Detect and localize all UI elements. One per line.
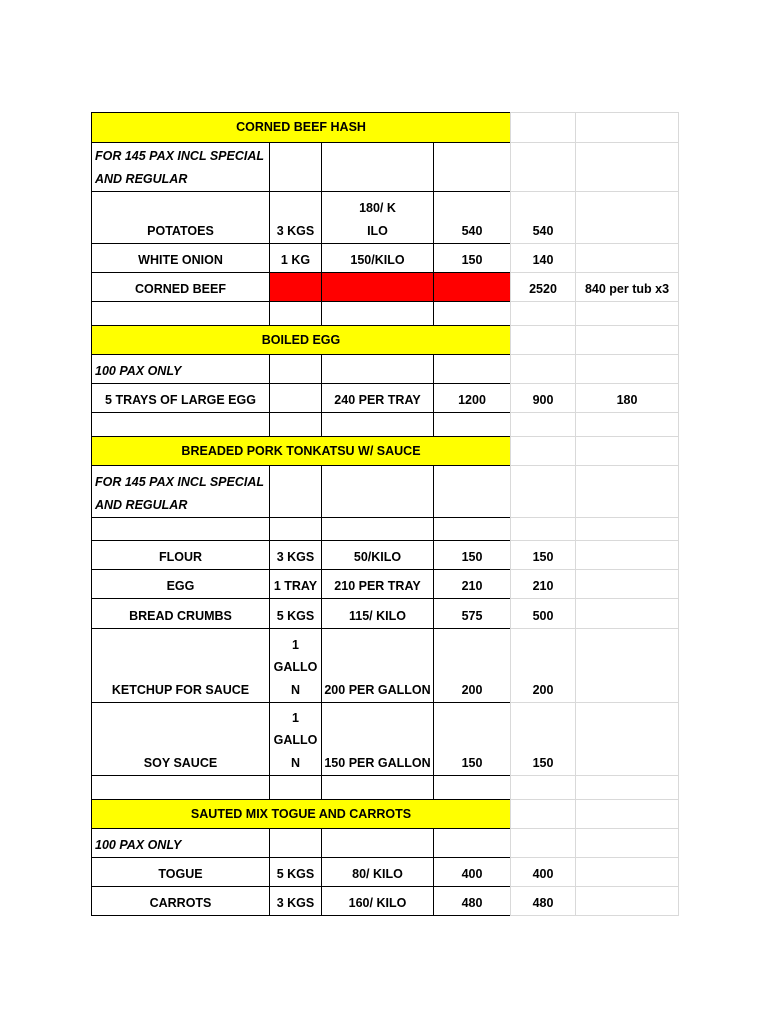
grid-cell[interactable]: [575, 243, 679, 273]
table-cell[interactable]: [269, 412, 322, 437]
grid-cell[interactable]: [510, 142, 576, 192]
table-cell[interactable]: 80/ KILO: [321, 857, 434, 887]
table-cell[interactable]: [269, 828, 322, 858]
table-cell[interactable]: [321, 301, 434, 326]
grid-cell[interactable]: 480: [510, 886, 576, 916]
table-cell[interactable]: [433, 828, 511, 858]
grid-cell[interactable]: [575, 628, 679, 703]
table-cell[interactable]: 480: [433, 886, 511, 916]
grid-cell[interactable]: [510, 517, 576, 541]
grid-cell[interactable]: [510, 775, 576, 800]
section-header-cell[interactable]: SAUTED MIX TOGUE AND CARROTS: [91, 799, 511, 829]
table-cell[interactable]: [269, 301, 322, 326]
grid-cell[interactable]: [575, 540, 679, 570]
item-name-cell[interactable]: CARROTS: [91, 886, 270, 916]
note-cell[interactable]: FOR 145 PAX INCL SPECIAL AND REGULAR: [91, 465, 270, 518]
section-header-cell[interactable]: BREADED PORK TONKATSU W/ SAUCE: [91, 436, 511, 466]
table-cell[interactable]: [433, 142, 511, 192]
grid-cell[interactable]: [575, 775, 679, 800]
table-cell[interactable]: 200: [433, 628, 511, 703]
table-cell[interactable]: [91, 301, 270, 326]
grid-cell[interactable]: 150: [510, 540, 576, 570]
table-cell[interactable]: [433, 775, 511, 800]
table-cell[interactable]: [321, 465, 434, 518]
table-cell[interactable]: 210: [433, 569, 511, 599]
table-cell[interactable]: [269, 354, 322, 384]
table-cell[interactable]: 210 PER TRAY: [321, 569, 434, 599]
grid-cell[interactable]: [575, 517, 679, 541]
item-name-cell[interactable]: BREAD CRUMBS: [91, 598, 270, 629]
grid-cell[interactable]: [575, 828, 679, 858]
table-cell[interactable]: 150: [433, 243, 511, 273]
grid-cell[interactable]: 140: [510, 243, 576, 273]
table-cell[interactable]: 160/ KILO: [321, 886, 434, 916]
grid-cell[interactable]: [575, 112, 679, 143]
grid-cell[interactable]: [575, 702, 679, 776]
grid-cell[interactable]: 2520: [510, 272, 576, 302]
grid-cell[interactable]: [510, 465, 576, 518]
table-cell[interactable]: [269, 465, 322, 518]
section-header-cell[interactable]: CORNED BEEF HASH: [91, 112, 511, 143]
table-cell[interactable]: [269, 517, 322, 541]
grid-cell[interactable]: [575, 886, 679, 916]
table-cell[interactable]: 150 PER GALLON: [321, 702, 434, 776]
grid-cell[interactable]: [575, 191, 679, 244]
grid-cell[interactable]: [575, 598, 679, 629]
table-cell[interactable]: [321, 142, 434, 192]
table-cell[interactable]: [91, 775, 270, 800]
note-cell[interactable]: FOR 145 PAX INCL SPECIAL AND REGULAR: [91, 142, 270, 192]
item-name-cell[interactable]: WHITE ONION: [91, 243, 270, 273]
table-cell[interactable]: 1 TRAY: [269, 569, 322, 599]
table-cell[interactable]: 115/ KILO: [321, 598, 434, 629]
table-cell[interactable]: 5 KGS: [269, 598, 322, 629]
item-name-cell[interactable]: TOGUE: [91, 857, 270, 887]
highlight-cell[interactable]: [433, 272, 511, 302]
table-cell[interactable]: 1 GALLO N: [269, 702, 322, 776]
table-cell[interactable]: [269, 142, 322, 192]
grid-cell[interactable]: 900: [510, 383, 576, 413]
grid-cell[interactable]: [510, 325, 576, 355]
grid-cell[interactable]: [510, 436, 576, 466]
table-cell[interactable]: 200 PER GALLON: [321, 628, 434, 703]
table-cell[interactable]: [91, 412, 270, 437]
table-cell[interactable]: 240 PER TRAY: [321, 383, 434, 413]
highlight-cell[interactable]: [321, 272, 434, 302]
table-cell[interactable]: 1 KG: [269, 243, 322, 273]
grid-cell[interactable]: [510, 112, 576, 143]
grid-cell[interactable]: 500: [510, 598, 576, 629]
item-name-cell[interactable]: SOY SAUCE: [91, 702, 270, 776]
table-cell[interactable]: 400: [433, 857, 511, 887]
grid-cell[interactable]: [575, 799, 679, 829]
grid-cell[interactable]: 200: [510, 628, 576, 703]
table-cell[interactable]: 3 KGS: [269, 886, 322, 916]
grid-cell[interactable]: [575, 436, 679, 466]
grid-cell[interactable]: [510, 412, 576, 437]
table-cell[interactable]: [269, 775, 322, 800]
section-header-cell[interactable]: BOILED EGG: [91, 325, 511, 355]
table-cell[interactable]: [269, 383, 322, 413]
item-name-cell[interactable]: 5 TRAYS OF LARGE EGG: [91, 383, 270, 413]
grid-cell[interactable]: 400: [510, 857, 576, 887]
table-cell[interactable]: 1 GALLO N: [269, 628, 322, 703]
table-cell[interactable]: 150: [433, 540, 511, 570]
item-name-cell[interactable]: KETCHUP FOR SAUCE: [91, 628, 270, 703]
grid-cell[interactable]: [575, 412, 679, 437]
grid-cell[interactable]: [510, 354, 576, 384]
table-cell[interactable]: [433, 465, 511, 518]
grid-cell[interactable]: [575, 569, 679, 599]
grid-cell[interactable]: [575, 301, 679, 326]
table-cell[interactable]: 150: [433, 702, 511, 776]
note-cell[interactable]: 100 PAX ONLY: [91, 828, 270, 858]
grid-cell[interactable]: 150: [510, 702, 576, 776]
table-cell[interactable]: 180/ K ILO: [321, 191, 434, 244]
grid-cell[interactable]: [510, 828, 576, 858]
table-cell[interactable]: 1200: [433, 383, 511, 413]
table-cell[interactable]: [433, 301, 511, 326]
grid-cell[interactable]: [575, 142, 679, 192]
grid-cell[interactable]: 840 per tub x3: [575, 272, 679, 302]
item-name-cell[interactable]: FLOUR: [91, 540, 270, 570]
table-cell[interactable]: 5 KGS: [269, 857, 322, 887]
highlight-cell[interactable]: [269, 272, 322, 302]
grid-cell[interactable]: [510, 301, 576, 326]
grid-cell[interactable]: [575, 465, 679, 518]
note-cell[interactable]: 100 PAX ONLY: [91, 354, 270, 384]
item-name-cell[interactable]: POTATOES: [91, 191, 270, 244]
table-cell[interactable]: 3 KGS: [269, 540, 322, 570]
table-cell[interactable]: [321, 775, 434, 800]
table-cell[interactable]: [321, 412, 434, 437]
grid-cell[interactable]: [575, 857, 679, 887]
table-cell[interactable]: [433, 412, 511, 437]
table-cell[interactable]: CORNED BEEF: [91, 272, 270, 302]
table-cell[interactable]: [433, 354, 511, 384]
grid-cell[interactable]: 180: [575, 383, 679, 413]
table-cell[interactable]: 575: [433, 598, 511, 629]
table-cell[interactable]: [91, 517, 270, 541]
table-cell[interactable]: 540: [433, 191, 511, 244]
grid-cell[interactable]: [575, 325, 679, 355]
grid-cell[interactable]: 540: [510, 191, 576, 244]
table-cell[interactable]: [433, 517, 511, 541]
grid-cell[interactable]: [575, 354, 679, 384]
grid-cell[interactable]: [510, 799, 576, 829]
table-cell[interactable]: 3 KGS: [269, 191, 322, 244]
table-cell[interactable]: 50/KILO: [321, 540, 434, 570]
table-cell[interactable]: 150/KILO: [321, 243, 434, 273]
table-cell[interactable]: [321, 517, 434, 541]
table-cell[interactable]: [321, 828, 434, 858]
grid-cell[interactable]: 210: [510, 569, 576, 599]
item-name-cell[interactable]: EGG: [91, 569, 270, 599]
table-cell[interactable]: [321, 354, 434, 384]
